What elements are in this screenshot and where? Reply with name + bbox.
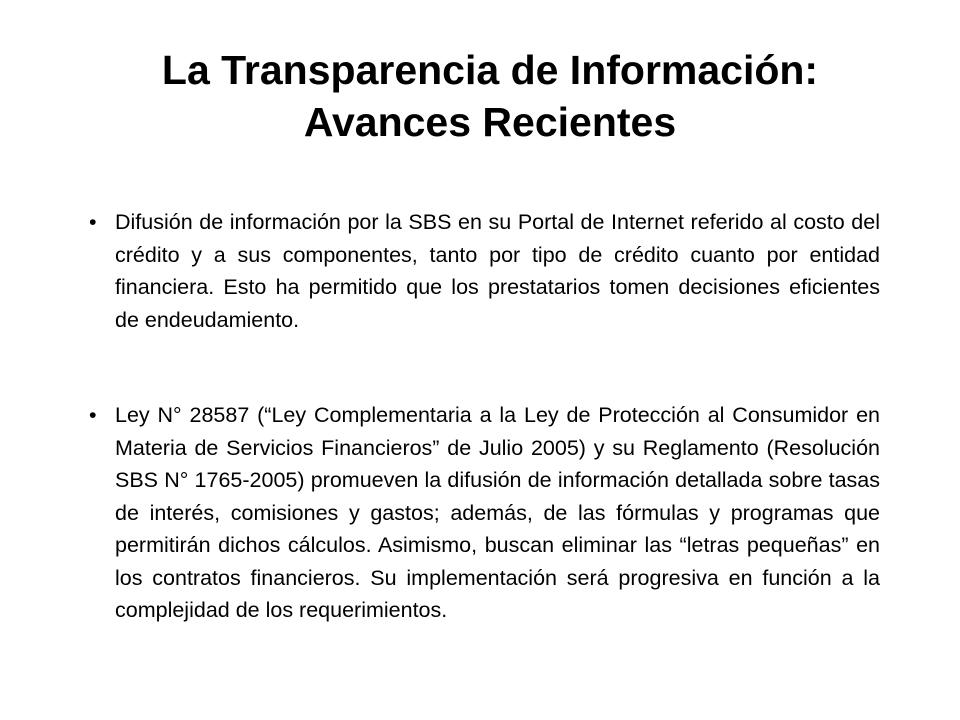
slide-title-line-1: La Transparencia de Información:: [161, 47, 819, 93]
bullet-list: [88, 206, 880, 627]
bullet-text: Difusión de información por la SBS en su Portal de Internet referido al costo del crédito y a sus componentes, tanto por tipo de crédito cuanto por entidad financiera. Esto ha permitido que los prestatarios tomen decisiones eficientes de endeudamiento.: [115, 210, 880, 332]
slide-title-line-2: Avances Recientes: [303, 99, 677, 145]
bullet-icon: •: [89, 403, 97, 427]
bullet-item-portal: [88, 206, 880, 336]
slide-title: [60, 44, 920, 148]
bullet-icon: •: [89, 210, 97, 234]
bullet-text: Ley N° 28587 (“Ley Complementaria a la Ley de Protección al Consumidor en Materia de Servicios Financieros” de Julio 2005) y su Reglamento (Resolución SBS N° 1765-2005) promueven la difusión de información detallada sobre tasas de interés, comisiones y gastos; además, de las fórmulas y programas que permitirán dichos cálculos. Asimismo, buscan eliminar las “letras pequeñas” en los contratos financieros. Su implementación será progresiva en función a la complejidad de los requerimientos.: [115, 403, 880, 622]
bullet-item-ley: [88, 399, 880, 627]
